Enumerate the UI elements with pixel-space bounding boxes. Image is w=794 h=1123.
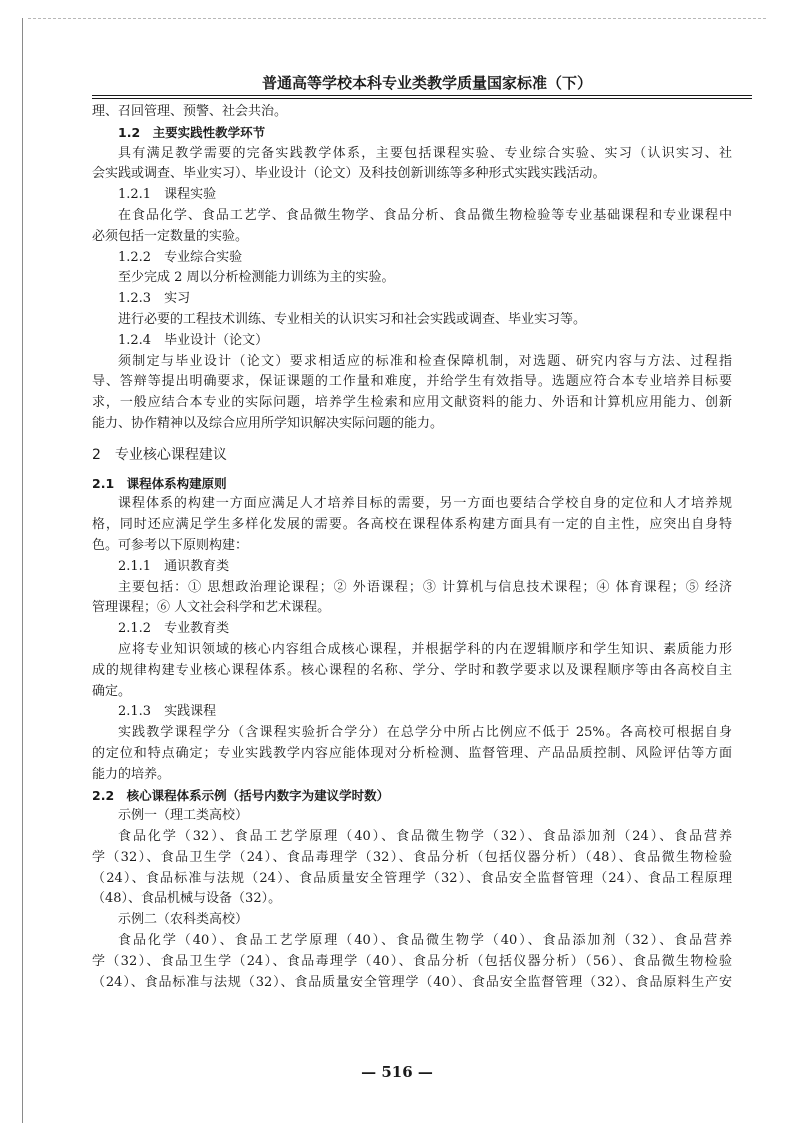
body-line: （24）、食品标准与法规（32）、食品质量安全管理学（40）、食品安全监督管理（32）、食品原料生产安 [92,974,732,990]
body-line: 至少完成 2 周以分析检测能力训练为主的实验。 [118,270,395,286]
body-line: 格，同时还应满足学生多样化发展的需要。各高校在课程体系构建方面具有一定的自主性，应突出自身特 [92,517,732,533]
body-line: 理、召回管理、预警、社会共治。 [92,104,288,119]
body-line: 求，一般应结合本专业的实际问题，培养学生检索和应用文献资料的能力、外语和计算机应用能力、创新 [92,395,732,411]
subsection-heading: 1.2.2 专业综合实验 [118,249,243,265]
body-line: 学（32）、食品卫生学（24）、食品毒理学（32）、食品分析（包括仪器分析）（48）、食品微生物检验 [92,849,732,865]
subsection-heading: 2.1.1 通识教育类 [118,558,230,574]
page-top-edge [28,18,766,19]
header-rule-thin [92,98,752,99]
body-line: 能力的培养。 [92,766,171,782]
body-line: 导、答辩等提出明确要求，保证课题的工作量和难度，并给学生有效指导。选题应符合本专业培养目标要 [92,374,732,390]
body-line: 在食品化学、食品工艺学、食品微生物学、食品分析、食品微生物检验等专业基础课程和专业课程中 [118,207,732,223]
subsection-heading: 2.1.2 专业教育类 [118,621,230,637]
body-line: 食品化学（40）、食品工艺学原理（40）、食品微生物学（40）、食品添加剂（32）、食品营养 [118,933,732,949]
subsection-heading: 1.2.4 毕业设计（论文） [118,332,269,348]
body-line: 课程体系的构建一方面应满足人才培养目标的需要，另一方面也要结合学校自身的定位和人才培养规 [118,496,732,512]
body-line: 成的规律构建专业核心课程体系。核心课程的名称、学分、学时和教学要求以及课程顺序等由各高校自主 [92,662,732,678]
body-line: （24）、食品标准与法规（24）、食品质量安全管理学（32）、食品安全监督管理（24）、食品工程原理 [92,870,732,886]
page-number: — 516 — [361,1063,433,1081]
body-line: 实践教学课程学分（含课程实验折合学分）在总学分中所占比例应不低于 25%。各高校可根据自身 [118,725,732,741]
section-heading: 2.2 核心课程体系示例（括号内数字为建议学时数） [92,787,390,803]
page-left-edge [22,18,23,1123]
section-heading: 1.2 主要实践性教学环节 [118,124,266,140]
subsection-heading: 1.2.3 实习 [118,291,191,307]
section-heading: 2.1 课程体系构建原则 [92,475,227,491]
body-line: 的定位和特点确定；专业实践教学内容应能体现对分析检测、监督管理、产品品质控制、风险评估等方面 [92,745,732,761]
body-line: 进行必要的工程技术训练、专业相关的认识实习和社会实践或调查、毕业实习等。 [118,311,587,327]
running-header: 普通高等学校本科专业类教学质量国家标准（下） [261,74,592,92]
subsection-heading: 1.2.1 课程实验 [118,187,217,203]
subsection-heading: 2.1.3 实践课程 [118,704,217,720]
chapter-heading: 2 专业核心课程建议 [92,446,227,463]
body-line: 学（32）、食品卫生学（24）、食品毒理学（40）、食品分析（包括仪器分析）（56）、食品微生物检验 [92,953,732,969]
body-line: 确定。 [92,683,132,699]
body-line: 主要包括：① 思想政治理论课程；② 外语课程；③ 计算机与信息技术课程；④ 体育课程；⑤ 经济 [118,579,732,595]
body-line: （48）、食品机械与设备（32）。 [92,891,282,907]
page-body [92,102,732,993]
body-line: 须制定与毕业设计（论文）要求相适应的标准和检查保障机制，对选题、研究内容与方法、过程指 [118,353,732,369]
body-line: 色。可参考以下原则构建： [92,537,249,553]
body-line: 应将专业知识领域的核心内容组合成核心课程，并根据学科的内在逻辑顺序和学生知识、素质能力形 [118,641,732,657]
body-line: 具有满足教学需要的完备实践教学体系，主要包括课程实验、专业综合实验、实习（认识实习、社 [118,145,732,161]
body-line: 管理课程；⑥ 人文社会科学和艺术课程。 [92,600,331,616]
header-rule [92,95,752,96]
body-line: 会实践或调查、毕业实习）、毕业设计（论文）及科技创新训练等多种形式实践实践活动。 [92,166,606,182]
body-line: 必须包括一定数量的实验。 [92,228,249,244]
body-line: 食品化学（32）、食品工艺学原理（40）、食品微生物学（32）、食品添加剂（24）、食品营养 [118,829,732,845]
example-heading: 示例二（农科类高校） [118,912,249,928]
example-heading: 示例一（理工类高校） [118,808,249,824]
body-line: 能力、协作精神以及综合应用所学知识解决实际问题的能力。 [92,415,444,431]
